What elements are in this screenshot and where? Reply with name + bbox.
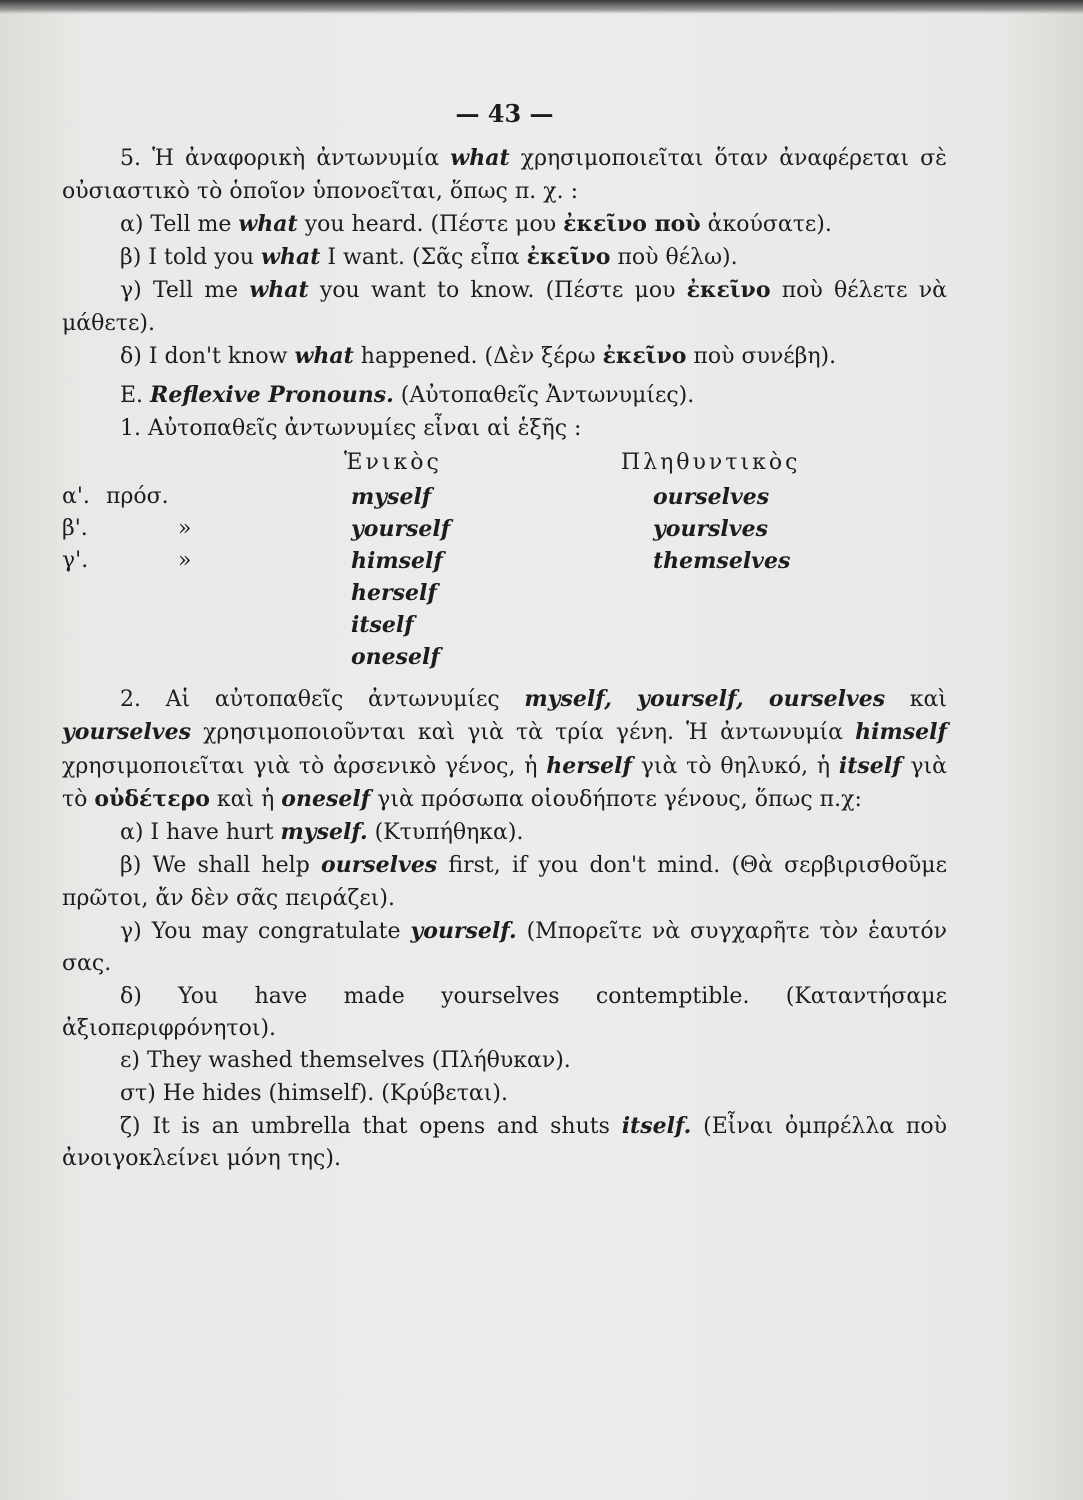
- example-5c: γ) Tell me what you want to know. (Πέστε μου ἐκεῖνο ποὺ θέλετε νὰ μάθετε).: [62, 277, 947, 336]
- row-number: β'.: [62, 515, 88, 541]
- section-e-heading: E. Reflexive Pronouns. (Αὐτοπαθεῖς Ἀντωνυμίες).: [120, 382, 695, 409]
- example-2e: ε) They washed themselves (Πλήθυκαν).: [120, 1048, 571, 1074]
- example-5a: α) Tell me what you heard. (Πέστε μου ἐκεῖνο ποὺ ἀκούσατε).: [120, 210, 832, 237]
- singular-pronoun: himself: [351, 547, 443, 574]
- singular-pronoun: oneself: [351, 643, 440, 670]
- plural-pronoun: yourslves: [653, 515, 768, 542]
- singular-header: Ἑνικὸς: [344, 449, 442, 475]
- example-2d: δ) You have made yourselves contemptible. (Καταντήσαμε ἀξιοπεριφρόνητοι).: [62, 983, 947, 1041]
- example-2z: ζ) It is an umbrella that opens and shuts itself. (Εἶναι ὀμπρέλλα ποὺ ἀνοιγοκλείνει μόνη της).: [62, 1112, 948, 1172]
- singular-pronoun: myself: [351, 483, 432, 510]
- example-2b: β) We shall help ourselves first, if you don't mind. (Θὰ σερβιρισθοῦμε πρῶτοι, ἄν δὲν σᾶς πειράζει).: [62, 852, 947, 911]
- example-5b: β) I told you what I want. (Σᾶς εἶπα ἐκεῖνο ποὺ θέλω).: [120, 244, 738, 271]
- row-person: »: [178, 547, 192, 573]
- page-content: [62, 98, 947, 1175]
- plural-header: Πληθυντικὸς: [621, 449, 801, 475]
- paragraph-5: 5. Ἡ ἀναφορικὴ ἀντωνυμία what χρησιμοποιεῖται ὅταν ἀναφέρεται σὲ οὐσιαστικὸ τὸ ὁποῖον ὑπονοεῖται, ὅπως π. χ. :: [62, 145, 947, 204]
- example-2st: στ) He hides (himself). (Κρύβεται).: [120, 1080, 508, 1106]
- singular-pronoun: itself: [351, 611, 414, 638]
- example-2a: α) I have hurt myself. (Κτυπήθηκα).: [120, 819, 524, 846]
- singular-pronoun: yourself: [351, 515, 451, 542]
- plural-pronoun: themselves: [653, 547, 791, 574]
- singular-pronoun: herself: [351, 579, 437, 606]
- example-2c: γ) You may congratulate yourself. (Μπορεῖτε νὰ συγχαρῆτε τὸν ἑαυτόν σας.: [62, 918, 948, 977]
- plural-pronoun: ourselves: [653, 483, 770, 510]
- row-person: »: [178, 515, 192, 541]
- reflexive-intro: 1. Αὐτοπαθεῖς ἀντωνυμίες εἶναι αἱ ἑξῆς :: [120, 415, 582, 441]
- row-number: α'.: [62, 483, 90, 509]
- paragraph-2: 2. Αἱ αὐτοπαθεῖς ἀντωνυμίες myself, yourself, ourselves καὶ yourselves χρησιμοποιοῦνται καὶ γιὰ τὰ τρία γένη. Ἡ ἀντωνυμία himself χρησιμοποιεῖται γιὰ τὸ ἀρσενικὸ γένος, ἡ herself γιὰ τὸ θηλυκό, ἡ itself γιὰ τὸ οὐδέτερο καὶ ἡ oneself γιὰ πρόσωπα οἱουδήποτε γένους, ὅπως π.χ:: [62, 685, 947, 812]
- row-person: πρόσ.: [106, 483, 169, 509]
- scan-top-edge: [0, 0, 1083, 14]
- page-number: — 43 —: [455, 99, 554, 128]
- reflexive-pronoun-table: [62, 447, 947, 679]
- example-5d: δ) I don't know what happened. (Δὲν ξέρω ἐκεῖνο ποὺ συνέβη).: [120, 343, 837, 370]
- row-number: γ'.: [62, 547, 89, 573]
